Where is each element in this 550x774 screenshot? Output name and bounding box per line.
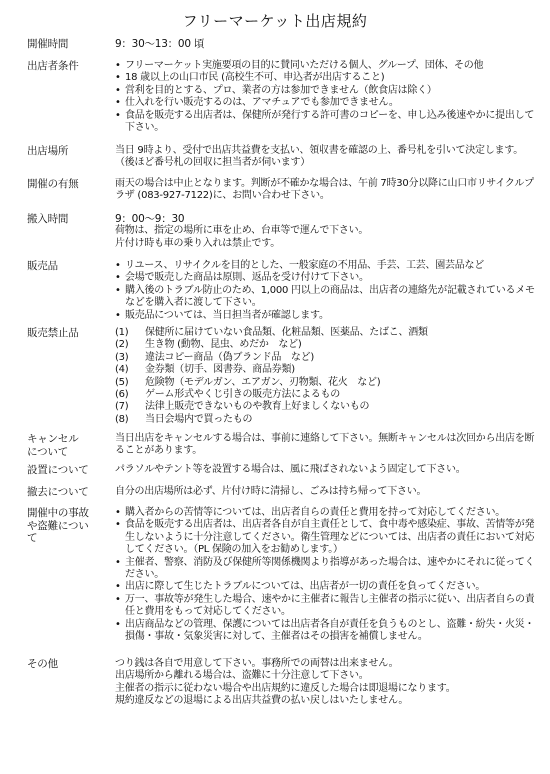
document-title: フリーマーケット出店規約 [182,12,368,30]
item-text: 金券類（切手、図書券、商品券類) [145,364,295,376]
item-number: (1) [115,327,129,338]
list-item: • 購入後のトラブル防止のため、1,000 円以上の商品は、出店者の連絡先が記載されているメモなどを購入者に渡して下さい。 [115,285,535,310]
item-text: 危険物（モデルガン、エアガン、刃物類、花火 など) [145,376,381,388]
section-content [115,213,535,250]
section-text: 当日 9時より、受付で出店共益費を支払い、領収書を確認の上、番号札を引いて決定します。（後ほど番号札の回収に担当者が伺います） [115,145,523,169]
list-item: • 主催者、警察、消防及び保健所等関係機関より指導があった場合は、速やかにそれに従ってください。 [115,557,535,582]
item-number: (7) [115,401,129,413]
item-text: 生き物 (動物、昆虫、めだか など) [145,339,302,351]
label-line: や盗難につい [27,519,89,532]
item-number: (3) [115,351,129,363]
list-item: • リユース、リサイクルを目的とした、一般家庭の不用品、手芸、工芸、園芸品など [115,260,535,272]
section-content [115,658,535,708]
list-item [115,327,535,339]
list-item [115,339,535,351]
item-text: 保健所に届けていない食品類、化粧品類、医薬品、たばこ、酒類 [145,327,428,338]
section-label: 開催の有無 [27,178,79,190]
other-line: つり銭は各自で用意して下さい。事務所での両替は出来ません。 [115,658,399,669]
section-text: パラソルやテント等を設置する場合は、風に飛ばされないよう固定して下さい。 [115,464,466,475]
accidents-list [115,507,535,643]
section-text: 雨天の場合は中止となります。判断が不確かな場合は、午前 7時30分以降に山口市リサイクルプラザ (083-927-7122)に、お問い合わせ下さい。 [115,178,534,202]
item-text: ゲーム形式やくじ引きの販売方法によるもの [145,389,340,401]
prohibited-list [115,327,535,426]
list-item [115,352,535,364]
setup-time: 9：00〜9：30 [115,213,185,225]
section-label [27,433,79,458]
label-line: について [27,445,68,458]
label-line: て [27,532,38,544]
section-label: 出店者条件 [27,60,79,72]
label-line: 開催中の事故 [27,507,89,519]
list-item [115,364,535,376]
list-item: • 万一、事故等が発生した場合、速やかに主催者に報告し主催者の指示に従い、出店者自らの責任と費用をもって対応してください。 [115,594,535,619]
section-label: 搬入時間 [27,213,69,225]
section-label [27,507,89,545]
section-label: 販売品 [27,260,58,272]
item-text: 当日会場内で買ったもの [145,413,253,425]
item-text: 違法コピー商品（偽ブランド品 など) [145,351,315,363]
list-item [115,377,535,389]
item-number: (8) [115,413,129,425]
section-label: 出店場所 [27,145,69,157]
section-text: 9：30〜13：00 頃 [115,38,205,50]
other-line: 規約違反などの退場による出店共益費の払い戻しはいたしません。 [115,695,409,707]
item-number: (4) [115,364,129,376]
conditions-list [115,60,535,134]
section-label: 撤去について [27,486,89,498]
section-label: 設置について [27,464,89,476]
list-item: • 販売品については、当日担当者が確認します。 [115,310,535,322]
item-number: (6) [115,389,129,401]
list-item: • 出店商品などの管理、保護については出店者各自が責任を負うものとし、盗難・紛失・火災・損傷・事故・気象災害に対して、主催者はその損害を補償しません。 [115,619,535,644]
section-label: 販売禁止品 [27,327,79,339]
list-item: • 営利を目的とする、プロ、業者の方は参加できません（飲食店は除く） [115,85,535,97]
list-item: • 出店に際して生じたトラブルについては、出店者が一切の責任を負ってください。 [115,581,535,593]
section-label: 開催時間 [27,38,69,50]
list-item: • フリーマーケット実施要項の目的に賛同いただける個人、グループ、団体、その他 [115,60,535,72]
section-text: 自分の出店場所は必ず、片付け時に清掃し、ごみは持ち帰って下さい。 [115,486,427,497]
other-line: 出店場所から離れる場合は、盗難に十分注意して下さい。 [115,670,369,682]
list-item: • 会場で販売した商品は原則、返品を受け付けて下さい。 [115,272,535,284]
list-item [115,401,535,413]
item-text: 法律上販売できないものや教育上好ましくないもの [145,401,370,413]
other-line: 主催者の指示に従わない場合や出店規約に違反した場合は即退場になります。 [115,682,456,694]
list-item: • 購入者からの苦情等については、出店者自らの責任と費用を持って対応してください。 [115,507,535,519]
item-number: (5) [115,376,129,388]
setup-line: 荷物は、指定の場所に車を止め、台車等で運んで下さい。 [115,225,369,237]
list-item: • 仕入れを行い販売するのは、アマチュアでも参加できません。 [115,97,535,109]
goods-list [115,260,535,322]
list-item: • 食品を販売する出店者は、出店者各自が自主責任として、食中毒や感染症、事故、苦情等が発生しないように十分注意してください。衛生管理などについては、出店者の責任において対応してください。（PL 保険の加入をお勧めします。） [115,519,535,556]
list-item: • 食品を販売する出店者は、保健所が発行する許可書のコピーを、申し込み後速やかに提出して下さい。 [115,110,535,135]
item-number: (2) [115,339,129,351]
list-item: • 18 歳以上の山口市民 (高校生不可、申込者が出店すること) [115,72,535,84]
section-text: 当日出店をキャンセルする場合は、事前に連絡して下さい。無断キャンセルは次回から出店を断ることがあります。 [115,433,535,457]
label-line: キャンセル [27,433,79,445]
list-item [115,414,535,426]
section-label: その他 [27,658,58,670]
setup-line: 片付け時も車の乗り入れは禁止です。 [115,237,280,249]
list-item [115,389,535,401]
